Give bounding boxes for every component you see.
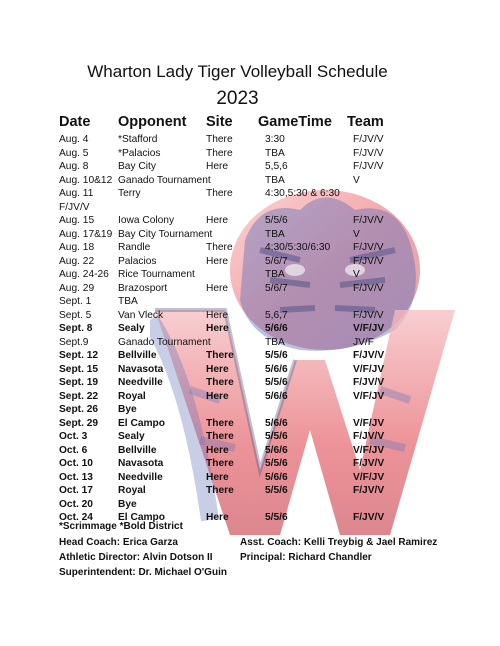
row-team: F/JV/V [353, 161, 384, 172]
row-date: Aug. 18 [59, 242, 95, 253]
row-team: V/F/JV [353, 417, 385, 429]
row-time: TBA [265, 269, 285, 280]
table-row [0, 322, 500, 335]
head-coach: Head Coach: Erica Garza [59, 537, 178, 548]
row-date: Sept. 5 [59, 309, 92, 321]
row-opponent: Ganado Tournament [118, 336, 211, 348]
legend-note: *Scrimmage *Bold District [59, 521, 183, 532]
row-date: Oct. 24 [59, 512, 93, 523]
row-opponent: *Palacios [118, 147, 161, 159]
header-gametime: GameTime [258, 114, 332, 130]
table-row [0, 268, 500, 281]
row-date: Sept. 1 [59, 296, 92, 307]
row-time: 5/5/6 [265, 215, 288, 226]
row-date: Aug. 5 [59, 147, 89, 159]
row-site: There [206, 188, 233, 199]
table-row [0, 187, 500, 200]
row-time: 5/6/6 [265, 417, 288, 429]
row-date: Sept. 26 [59, 404, 99, 415]
table-row [0, 133, 500, 146]
row-site: Here [206, 363, 229, 375]
row-site: Here [206, 471, 229, 483]
row-site: Here [206, 390, 229, 402]
row-opponent: El Campo [118, 512, 165, 523]
superintendent: Superintendent: Dr. Michael O'Guin [59, 567, 227, 578]
row-date: Sept. 8 [59, 323, 93, 334]
schedule-title: Wharton Lady Tiger Volleyball Schedule [87, 62, 388, 81]
row-time: 5,6,7 [265, 309, 288, 321]
row-opponent: El Campo [118, 417, 165, 429]
table-row [0, 444, 500, 457]
row-site: There [206, 485, 234, 496]
row-team: F/JV/V [353, 458, 385, 469]
row-date: Aug. 15 [59, 215, 95, 226]
row-team: F/JV/V [353, 350, 385, 361]
table-row [0, 282, 500, 295]
row-opponent: Needville [118, 377, 163, 388]
row-time: 5/5/6 [265, 350, 288, 361]
athletic-director: Athletic Director: Alvin Dotson II [59, 552, 213, 563]
row-time: 4:30/5:30/6:30 [265, 242, 331, 253]
row-team: V/F/JV [353, 390, 385, 402]
row-date: Sept. 29 [59, 417, 99, 429]
table-row [0, 241, 500, 254]
row-time: 5/5/6 [265, 485, 288, 496]
row-site: There [206, 147, 233, 159]
table-row [0, 228, 500, 241]
row-opponent: Randle [118, 242, 151, 253]
row-site: There [206, 417, 234, 429]
table-row [0, 376, 500, 389]
row-time: 5,5,6 [265, 161, 288, 172]
row-date: Oct. 17 [59, 485, 93, 496]
table-row [0, 160, 500, 173]
row-opponent: Palacios [118, 255, 157, 267]
table-row [0, 349, 500, 362]
row-time: 5/6/6 [265, 323, 288, 334]
row-team: F/JV/V [353, 512, 385, 523]
row-opponent: Bye [118, 498, 137, 510]
row-date: Sept.9 [59, 336, 89, 348]
row-team: V/F/JV [353, 444, 385, 456]
row-opponent: Bye [118, 404, 137, 415]
row-team: F/JV/V [353, 377, 385, 388]
row-site: There [206, 242, 233, 253]
row-date: Sept. 15 [59, 363, 99, 375]
row-team: V [353, 228, 360, 240]
table-row [0, 295, 500, 308]
row-opponent: Sealy [118, 431, 145, 442]
row-date: Oct. 13 [59, 471, 93, 483]
row-team: JV/F [353, 336, 374, 348]
row-time: TBA [265, 174, 285, 186]
row-team: F/JV/V [353, 255, 384, 267]
row-opponent: Brazosport [118, 282, 168, 294]
row-time: 5/6/7 [265, 255, 288, 267]
row-site: There [206, 431, 234, 442]
row-team: V/F/JV [353, 323, 385, 334]
row-time: 5/6/6 [265, 363, 288, 375]
table-row [0, 498, 500, 511]
header-opponent: Opponent [118, 114, 187, 130]
table-row [0, 174, 500, 187]
row-date: Aug. 10&12 [59, 174, 113, 186]
table-row [0, 430, 500, 443]
header-date: Date [59, 114, 91, 130]
row-opponent: Navasota [118, 458, 164, 469]
row-site: There [206, 458, 234, 469]
row-opponent: Bay City [118, 161, 156, 172]
row-opponent: Navasota [118, 363, 164, 375]
row-date: Aug. 4 [59, 134, 89, 145]
table-row [0, 214, 500, 227]
row-team: V/F/JV [353, 363, 385, 375]
table-row [0, 403, 500, 416]
principal: Principal: Richard Chandler [240, 552, 372, 563]
row-site: Here [206, 512, 229, 523]
row-time: TBA [265, 147, 285, 159]
row-site: There [206, 134, 233, 145]
row-team: F/JV/V [353, 431, 385, 442]
row-opponent: Royal [118, 390, 146, 402]
row-date: Aug. 17&19 [59, 228, 113, 240]
row-time: 5/5/6 [265, 377, 288, 388]
row-opponent: Sealy [118, 323, 145, 334]
row-time: 5/5/6 [265, 512, 288, 523]
row-opponent: Royal [118, 485, 146, 496]
row-team: F/JV/V [353, 282, 384, 294]
row-time: 5/6/6 [265, 444, 288, 456]
row-time: 4:30,5:30 & 6:30 [265, 188, 340, 199]
row-opponent: *Stafford [118, 134, 158, 145]
table-row [0, 147, 500, 160]
row-team: F/JV/V [353, 147, 384, 159]
row-time: 3:30 [265, 134, 285, 145]
row-opponent: Rice Tournament [118, 269, 195, 280]
table-row [0, 336, 500, 349]
schedule-year: 2023 [216, 88, 259, 109]
table-row [0, 457, 500, 470]
asst-coach: Asst. Coach: Kelli Treybig & Jael Ramirez [240, 537, 438, 548]
header-team: Team [347, 114, 384, 130]
row-site: Here [206, 444, 229, 456]
row-date: Aug. 8 [59, 161, 89, 172]
row-team: F/JV/V [353, 134, 384, 145]
row-opponent: Ganado Tournament [118, 174, 211, 186]
row-site: Here [206, 215, 229, 226]
row-team: F/JV/V [353, 242, 384, 253]
row-site: Here [206, 255, 229, 267]
table-row [0, 471, 500, 484]
row-time: 5/5/6 [265, 458, 288, 469]
row-time: 5/6/6 [265, 471, 288, 483]
row-opponent: Bellville [118, 444, 157, 456]
row-site: There [206, 377, 234, 388]
row-opponent: Iowa Colony [118, 215, 175, 226]
row-date: Oct. 10 [59, 458, 93, 469]
row-site: Here [206, 282, 229, 294]
row-opponent: Bellville [118, 350, 157, 361]
table-row [0, 201, 500, 214]
row-date: Oct. 20 [59, 498, 93, 510]
table-row [0, 417, 500, 430]
row-team: V [353, 269, 360, 280]
row-time: 5/6/7 [265, 282, 288, 294]
row-opponent: TBA [118, 296, 138, 307]
row-team: V/F/JV [353, 471, 385, 483]
row-site: Here [206, 323, 229, 334]
row-date: Aug. 24-26 [59, 269, 109, 280]
row-opponent: Terry [118, 188, 141, 199]
table-row [0, 484, 500, 497]
row-site: There [206, 350, 234, 361]
row-date: F/JV/V [59, 201, 90, 213]
table-row [0, 255, 500, 268]
row-team: F/JV/V [353, 485, 385, 496]
row-date: Sept. 12 [59, 350, 99, 361]
table-row [0, 390, 500, 403]
row-time: TBA [265, 336, 285, 348]
table-row [0, 309, 500, 322]
row-time: 5/5/6 [265, 431, 288, 442]
row-date: Aug. 11 [59, 188, 94, 199]
header-site: Site [206, 114, 233, 130]
row-team: F/JV/V [353, 309, 384, 321]
row-team: F/JV/V [353, 215, 384, 226]
row-date: Oct. 6 [59, 444, 88, 456]
row-date: Aug. 22 [59, 255, 95, 267]
row-opponent: Bay City Tournament [118, 228, 213, 240]
row-team: V [353, 174, 360, 186]
row-date: Sept. 22 [59, 390, 99, 402]
row-date: Aug. 29 [59, 282, 95, 294]
table-row [0, 363, 500, 376]
row-date: Sept. 19 [59, 377, 99, 388]
row-date: Oct. 3 [59, 431, 88, 442]
row-time: TBA [265, 228, 285, 240]
row-time: 5/6/6 [265, 390, 288, 402]
row-site: Here [206, 161, 229, 172]
row-site: Here [206, 309, 229, 321]
row-opponent: Needville [118, 471, 163, 483]
row-opponent: Van Vleck [118, 309, 164, 321]
